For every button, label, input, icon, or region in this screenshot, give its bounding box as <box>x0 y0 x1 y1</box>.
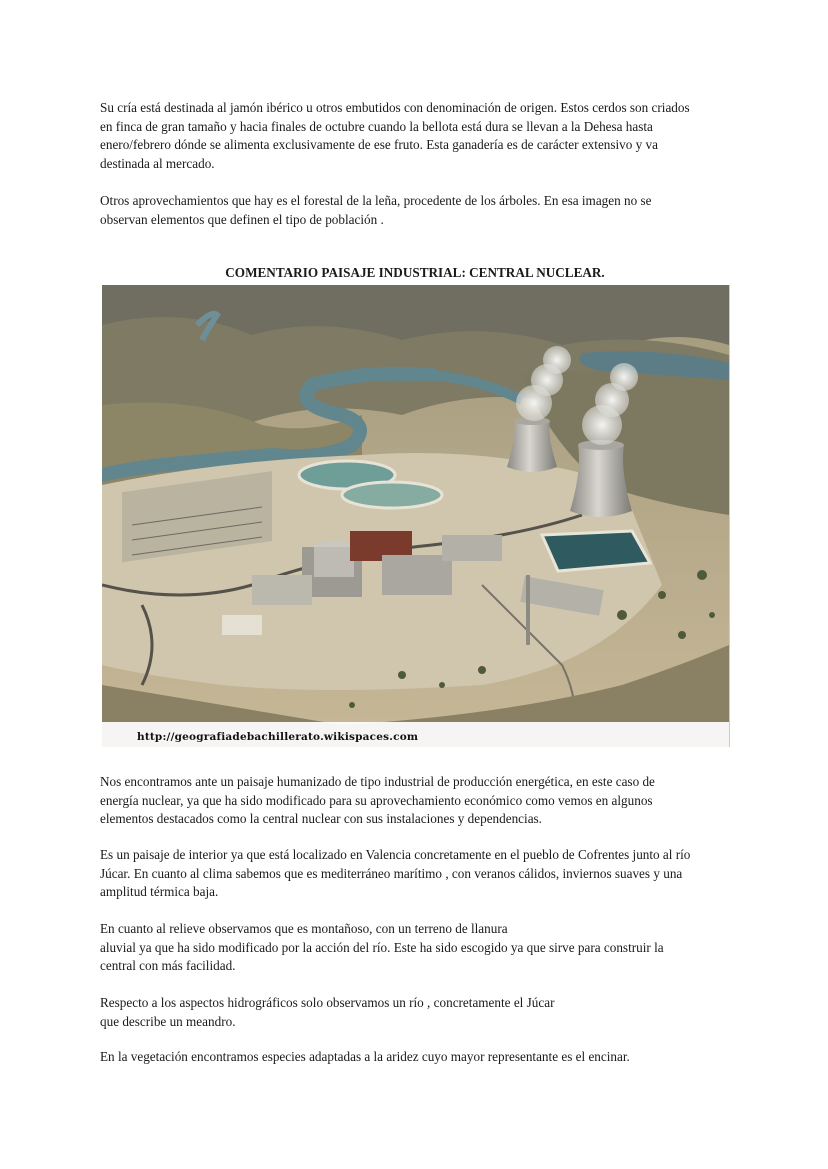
text-line: aluvial ya que ha sido modificado por la acción del río. Este ha sido escogido ya que sirve para construir la <box>100 939 664 955</box>
paragraph-paisaje-humanizado <box>100 773 730 829</box>
nuclear-plant-photo <box>102 285 730 747</box>
text-line: elementos destacados como la central nuclear con sus instalaciones y dependencias. <box>100 811 542 826</box>
paragraph-hidrografia <box>100 994 730 1031</box>
section-title: COMENTARIO PAISAJE INDUSTRIAL: CENTRAL NUCLEAR. <box>225 265 605 280</box>
text-line: Nos encontramos ante un paisaje humanizado de tipo industrial de producción energética, en este caso de <box>100 774 655 789</box>
text-line: En cuanto al relieve observamos que es montañoso, con un terreno de llanura <box>100 921 508 936</box>
text-line: central con más facilidad. <box>100 958 236 973</box>
text-line: destinada al mercado. <box>100 155 215 171</box>
text-line: energía nuclear, ya que ha sido modificado para su aprovechamiento económico como vemos en algunos <box>100 792 653 808</box>
text-line: observan elementos que definen el tipo de población . <box>100 211 384 227</box>
paragraph-relieve <box>100 920 730 976</box>
paragraph-cerdo-iberico <box>100 99 730 173</box>
paragraph-vegetacion <box>100 1048 730 1067</box>
text-line: Es un paisaje de interior ya que está localizado en Valencia concretamente en el pueblo de Cofrentes junto al río <box>100 847 691 862</box>
text-line: Otros aprovechamientos que hay es el forestal de la leña, procedente de los árboles. En esa imagen no se <box>100 193 652 208</box>
paragraph-localizacion-clima <box>100 846 730 902</box>
text-line: Júcar. En cuanto al clima sabemos que es mediterráneo marítimo , con veranos cálidos, inviernos suaves y una <box>100 865 683 881</box>
text-line: que describe un meandro. <box>100 1013 236 1029</box>
text-line: Su cría está destinada al jamón ibérico u otros embutidos con denominación de origen. Estos cerdos son criados <box>100 100 690 115</box>
text-line: amplitud térmica baja. <box>100 884 219 899</box>
text-line: Respecto a los aspectos hidrográficos solo observamos un río , concretamente el Júcar <box>100 995 555 1010</box>
text-line: En la vegetación encontramos especies adaptadas a la aridez cuyo mayor representante es el encinar. <box>100 1049 630 1064</box>
paragraph-aprovechamientos <box>100 192 730 229</box>
text-line: enero/febrero dónde se alimenta exclusivamente de ese fruto. Esta ganadería es de carácter extensivo y va <box>100 137 659 152</box>
text-line: en finca de gran tamaño y hacia finales de octubre cuando la bellota está dura se llevan a la Dehesa hasta <box>100 118 653 134</box>
image-source-caption: http://geografiadebachillerato.wikispaces.com <box>137 731 419 743</box>
